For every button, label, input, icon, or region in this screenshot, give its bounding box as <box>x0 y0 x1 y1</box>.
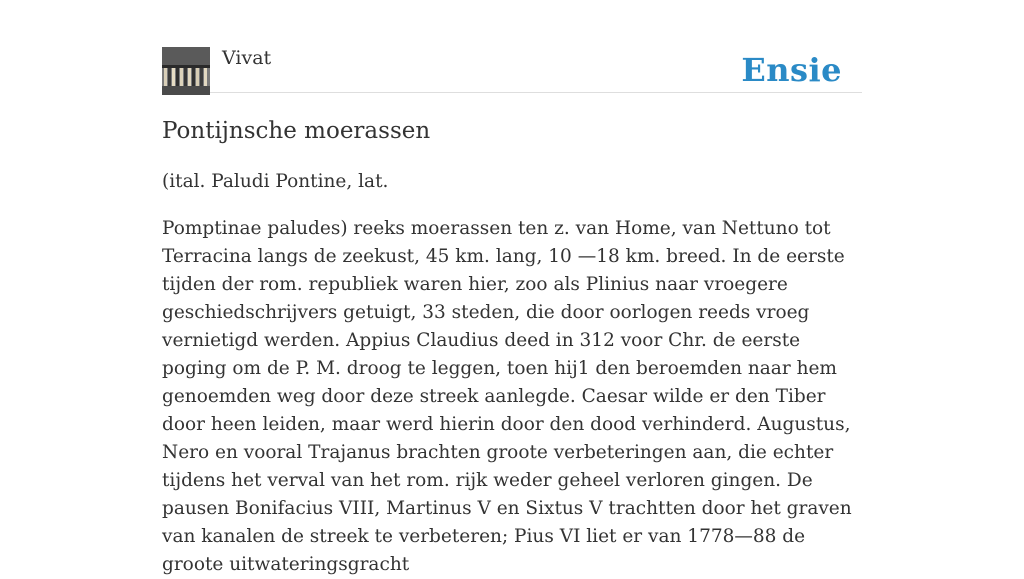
article-intro: (ital. Paludi Pontine, lat. <box>162 171 389 192</box>
site-header <box>162 46 862 93</box>
bookshelf-avatar-icon <box>162 47 210 95</box>
author-avatar[interactable] <box>162 47 210 95</box>
author-name[interactable]: Vivat <box>222 47 272 69</box>
page-title: Pontijnsche moerassen <box>162 118 431 144</box>
article-body: Pomptinae paludes) reeks moerassen ten z. van Home, van Nettuno tot Terracina langs de zeekust, 45 km. lang, 10 —18 km. breed. In de eerste tijden der rom. republiek waren hier, zoo als Plinius naar vroegere geschiedschrijvers getuigt, 33 steden, die door oorlogen reeds vroeg vernietigd werden. Appius Claudius deed in 312 voor Chr. de eerste poging om de P. M. droog te leggen, toen hij1 den beroemden naar hem genoemden weg door deze streek aanlegde. Caesar wilde er den Tiber door heen leiden, maar werd hierin door den dood verhinderd. Augustus, Nero en vooral Trajanus brachten groote verbeteringen aan, die echter tijdens het verval van het rom. rijk weder geheel verloren gingen. De pausen Bonifacius VIII, Martinus V en Sixtus V trachtten door het graven van kanalen de streek te verbeteren; Pius VI liet er van 1778—88 de groote uitwateringsgracht <box>162 218 852 575</box>
site-logo[interactable]: Ensie <box>741 51 842 89</box>
